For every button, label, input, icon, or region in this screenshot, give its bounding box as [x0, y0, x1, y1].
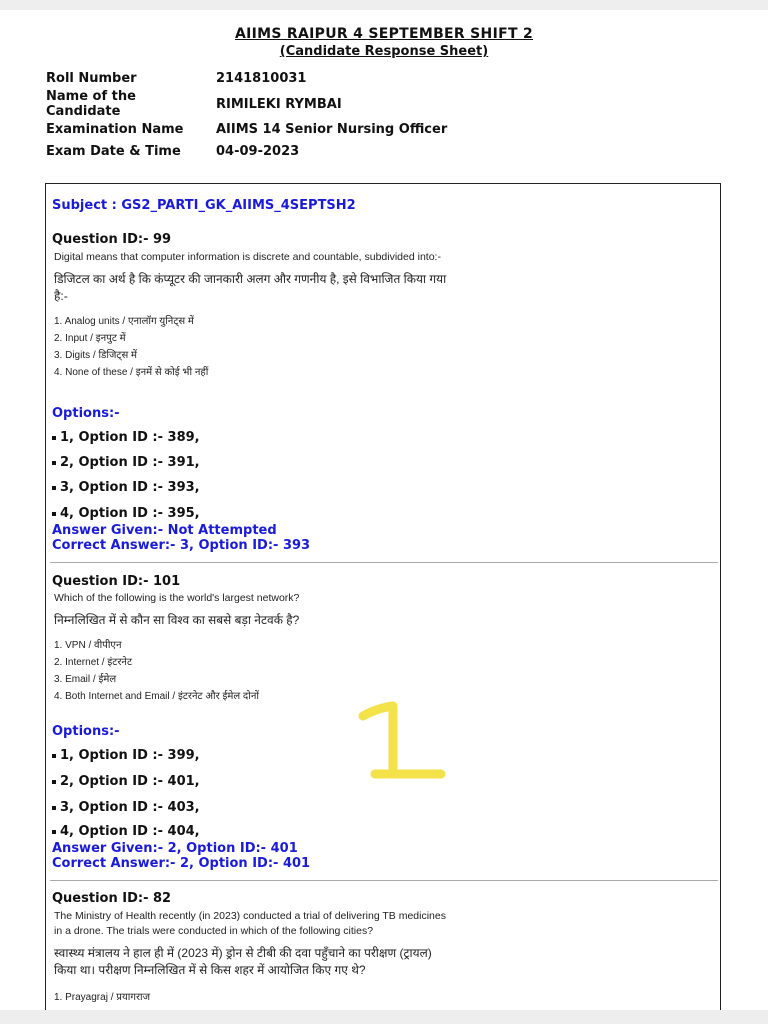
question-text-hindi-cont: है:-: [54, 289, 68, 303]
question-divider: [50, 562, 718, 563]
correct-answer: Correct Answer:- 3, Option ID:- 393: [52, 538, 311, 553]
option-line: 2, Option ID :- 401,: [52, 774, 200, 789]
question-text-hindi: स्वास्थ्य मंत्रालय ने हाल ही में (2023 में) ड्रोन से टीबी की दवा पहुँचाने का परीक्षण (ट्रायल): [54, 946, 432, 960]
question-divider: [50, 880, 718, 881]
option-line: 4, Option ID :- 404,: [52, 824, 200, 839]
bullet-icon: [52, 486, 56, 490]
bullet-icon: [52, 754, 56, 758]
exam-name-value: AIIMS 14 Senior Nursing Officer: [216, 122, 448, 137]
question-text-english: Digital means that computer information is discrete and countable, subdivided into:-: [54, 251, 441, 263]
yellow-highlight-mark: [355, 700, 455, 790]
question-id: Question ID:- 101: [52, 574, 181, 589]
candidate-name-label: [46, 89, 206, 119]
option-line: 2, Option ID :- 391,: [52, 455, 200, 470]
bullet-icon: [52, 806, 56, 810]
exam-date-value: 04-09-2023: [216, 144, 300, 159]
question-text-english: Which of the following is the world's largest network?: [54, 592, 300, 604]
bullet-icon: [52, 780, 56, 784]
options-label: Options:-: [52, 724, 120, 739]
correct-answer: Correct Answer:- 2, Option ID:- 401: [52, 856, 311, 871]
response-sheet-page: [0, 10, 768, 1010]
candidate-name-label-line1: Name of the: [46, 89, 136, 104]
candidate-name-value: RIMILEKI RYMBAI: [216, 97, 342, 112]
roll-number-value: 2141810031: [216, 71, 307, 86]
response-box: [45, 183, 721, 1010]
option-line: 1, Option ID :- 389,: [52, 430, 200, 445]
choice-text: 2. Input / इनपुट में: [54, 333, 126, 344]
question-image: [54, 250, 446, 381]
option-line: 4, Option ID :- 395,: [52, 506, 200, 521]
question-text-hindi-cont: किया था। परीक्षण निम्नलिखित में से किस शहर में आयोजित किए गए थे?: [54, 963, 366, 977]
question-id: Question ID:- 99: [52, 232, 172, 247]
sheet-title: AIIMS RAIPUR 4 SEPTEMBER SHIFT 2: [234, 26, 534, 42]
choice-text: 3. Digits / डिजिट्स में: [54, 350, 137, 361]
question-image: [54, 909, 446, 1006]
exam-name-label: Examination Name: [46, 122, 184, 137]
option-line: 1, Option ID :- 399,: [52, 748, 200, 763]
sheet-subtitle: (Candidate Response Sheet): [279, 44, 489, 59]
answer-given: Answer Given:- Not Attempted: [52, 523, 277, 538]
choice-text: 3. Email / ईमेल: [54, 674, 117, 685]
options-label: Options:-: [52, 406, 120, 421]
question-image: [54, 591, 299, 705]
choice-text: 2. Internet / इंटरनेट: [54, 657, 132, 668]
question-text-hindi: निम्नलिखित में से कौन सा विश्व का सबसे बड़ा नेटवर्क है?: [54, 613, 300, 627]
answer-given: Answer Given:- 2, Option ID:- 401: [52, 841, 298, 856]
question-text-english-cont: in a drone. The trials were conducted in which of the following cities?: [54, 925, 374, 937]
option-line: 3, Option ID :- 403,: [52, 800, 200, 815]
choice-text: 1. VPN / वीपीएन: [54, 640, 122, 651]
bullet-icon: [52, 461, 56, 465]
choice-text: 1. Analog units / एनालॉग युनिट्स में: [54, 316, 194, 327]
choice-text: 1. Prayagraj / प्रयागराज: [54, 992, 151, 1003]
question-text-hindi: डिजिटल का अर्थ है कि कंप्यूटर की जानकारी अलग और गणनीय है, इसे विभाजित किया गया: [54, 272, 447, 286]
bullet-icon: [52, 830, 56, 834]
option-line: 3, Option ID :- 393,: [52, 480, 200, 495]
exam-date-label: Exam Date & Time: [46, 144, 181, 159]
bullet-icon: [52, 436, 56, 440]
question-id: Question ID:- 82: [52, 891, 172, 906]
bullet-icon: [52, 512, 56, 516]
choice-text: 4. Both Internet and Email / इंटरनेट और ईमेल दोनों: [54, 691, 259, 702]
roll-number-label: Roll Number: [46, 71, 137, 86]
candidate-name-label-line2: Candidate: [46, 104, 121, 119]
subject-heading: Subject : GS2_PARTI_GK_AIIMS_4SEPTSH2: [52, 198, 356, 213]
question-text-english: The Ministry of Health recently (in 2023) conducted a trial of delivering TB medicines: [54, 910, 446, 922]
choice-text: 4. None of these / इनमें से कोई भी नहीं: [54, 367, 209, 378]
